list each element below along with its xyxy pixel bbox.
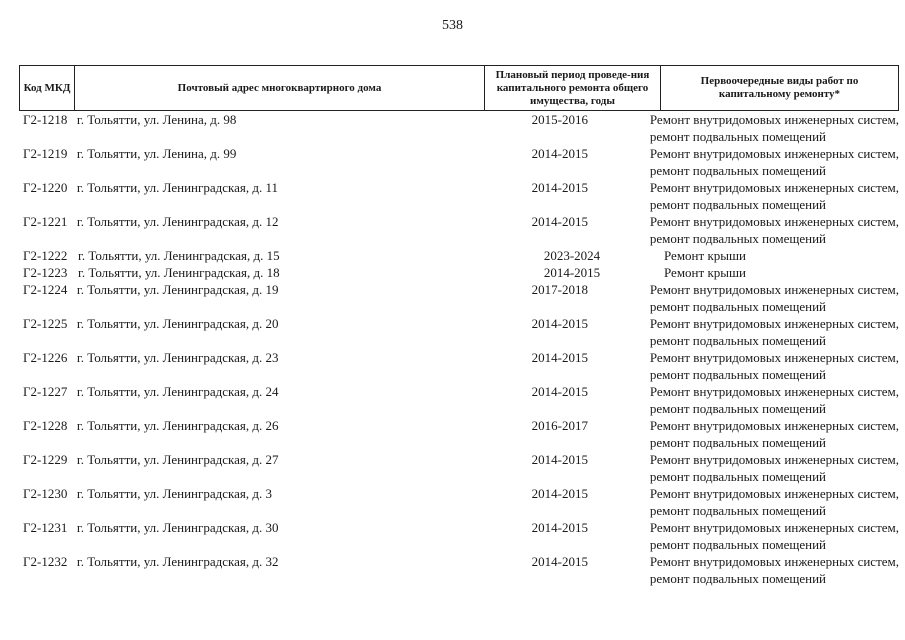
table-body bbox=[19, 111, 899, 587]
table-row bbox=[19, 213, 899, 247]
row-period: 2014-2015 bbox=[531, 180, 588, 195]
row-period: 2023-2024 bbox=[543, 248, 601, 263]
row-works-line1: Ремонт внутридомовых инженерных систем, bbox=[649, 316, 899, 331]
header-code: Код МКД bbox=[20, 66, 75, 110]
row-period: 2014-2015 bbox=[531, 146, 588, 161]
row-code: Г2-1222 bbox=[23, 248, 68, 263]
row-code: Г2-1220 bbox=[23, 180, 68, 195]
row-code: Г2-1227 bbox=[23, 384, 68, 399]
row-address: г. Тольятти, ул. Ленинградская, д. 30 bbox=[76, 520, 279, 535]
table-row bbox=[19, 349, 899, 383]
row-works-line2: ремонт подвальных помещений bbox=[649, 503, 827, 518]
row-address: г. Тольятти, ул. Ленинградская, д. 20 bbox=[76, 316, 279, 331]
row-works-line1: Ремонт крыши bbox=[664, 248, 746, 263]
row-works bbox=[646, 383, 899, 417]
row-works-line1: Ремонт внутридомовых инженерных систем, bbox=[649, 146, 899, 161]
row-works bbox=[646, 553, 899, 587]
row-period: 2014-2015 bbox=[531, 384, 588, 399]
row-code: Г2-1226 bbox=[23, 350, 68, 365]
row-works-line2: ремонт подвальных помещений bbox=[649, 435, 827, 450]
table-row bbox=[19, 417, 899, 451]
row-works-line2: ремонт подвальных помещений bbox=[649, 537, 827, 552]
row-period: 2017-2018 bbox=[531, 282, 588, 297]
table-row bbox=[19, 383, 899, 417]
row-code: Г2-1219 bbox=[23, 146, 68, 161]
row-works bbox=[646, 111, 899, 145]
row-period: 2014-2015 bbox=[531, 486, 588, 501]
row-address: г. Тольятти, ул. Ленинградская, д. 3 bbox=[76, 486, 272, 501]
row-works-line2: ремонт подвальных помещений bbox=[649, 231, 827, 246]
row-period: 2014-2015 bbox=[531, 520, 588, 535]
row-works bbox=[660, 247, 899, 264]
row-works bbox=[646, 179, 899, 213]
row-address: г. Тольятти, ул. Ленинградская, д. 19 bbox=[76, 282, 279, 297]
row-address: г. Тольятти, ул. Ленинградская, д. 23 bbox=[76, 350, 279, 365]
row-code: Г2-1230 bbox=[23, 486, 68, 501]
row-works bbox=[646, 145, 899, 179]
row-address: г. Тольятти, ул. Ленинградская, д. 26 bbox=[76, 418, 279, 433]
table-row bbox=[19, 281, 899, 315]
row-code: Г2-1228 bbox=[23, 418, 68, 433]
row-address: г. Тольятти, ул. Ленинградская, д. 27 bbox=[76, 452, 279, 467]
table-row bbox=[19, 519, 899, 553]
row-works-line1: Ремонт внутридомовых инженерных систем, bbox=[649, 452, 899, 467]
row-works bbox=[646, 485, 899, 519]
row-works-line2: ремонт подвальных помещений bbox=[649, 401, 827, 416]
row-period: 2014-2015 bbox=[531, 452, 588, 467]
row-works-line2: ремонт подвальных помещений bbox=[649, 163, 827, 178]
row-period: 2014-2015 bbox=[531, 350, 588, 365]
row-period: 2014-2015 bbox=[531, 554, 588, 569]
row-address: г. Тольятти, ул. Ленинградская, д. 11 bbox=[76, 180, 279, 195]
table-row bbox=[19, 179, 899, 213]
table-row bbox=[19, 451, 899, 485]
row-works bbox=[646, 213, 899, 247]
row-works bbox=[646, 281, 899, 315]
header-period: Плановый период проведе-ния капитального ремонта общего имущества, годы bbox=[485, 66, 661, 110]
row-address: г. Тольятти, ул. Ленина, д. 99 bbox=[76, 146, 237, 161]
table-row bbox=[19, 111, 899, 145]
row-code: Г2-1232 bbox=[23, 554, 68, 569]
row-works bbox=[646, 315, 899, 349]
row-works-line1: Ремонт внутридомовых инженерных систем, bbox=[649, 282, 899, 297]
header-address: Почтовый адрес многоквартирного дома bbox=[75, 66, 485, 110]
row-address: г. Тольятти, ул. Ленина, д. 98 bbox=[76, 112, 237, 127]
row-code: Г2-1225 bbox=[23, 316, 68, 331]
page-number: 538 bbox=[442, 18, 463, 33]
row-works-line1: Ремонт внутридомовых инженерных систем, bbox=[649, 486, 899, 501]
row-code: Г2-1224 bbox=[23, 282, 68, 297]
row-address: г. Тольятти, ул. Ленинградская, д. 12 bbox=[76, 214, 279, 229]
row-works-line2: ремонт подвальных помещений bbox=[649, 367, 827, 382]
row-period: 2016-2017 bbox=[531, 418, 588, 433]
row-address: г. Тольятти, ул. Ленинградская, д. 15 bbox=[78, 248, 280, 263]
row-works-line1: Ремонт внутридомовых инженерных систем, bbox=[649, 180, 899, 195]
row-works-line1: Ремонт внутридомовых инженерных систем, bbox=[649, 112, 899, 127]
row-works-line1: Ремонт внутридомовых инженерных систем, bbox=[649, 554, 899, 569]
row-works-line1: Ремонт внутридомовых инженерных систем, bbox=[649, 350, 899, 365]
row-works-line2: ремонт подвальных помещений bbox=[649, 333, 827, 348]
table-row bbox=[19, 247, 899, 264]
row-period: 2014-2015 bbox=[543, 265, 601, 280]
row-works bbox=[646, 451, 899, 485]
row-address: г. Тольятти, ул. Ленинградская, д. 18 bbox=[78, 265, 280, 280]
row-works-line2: ремонт подвальных помещений bbox=[649, 197, 827, 212]
table-header bbox=[19, 65, 899, 111]
row-works bbox=[646, 417, 899, 451]
row-works-line2: ремонт подвальных помещений bbox=[649, 469, 827, 484]
row-works-line2: ремонт подвальных помещений bbox=[649, 571, 827, 586]
row-period: 2014-2015 bbox=[531, 316, 588, 331]
row-works bbox=[646, 519, 899, 553]
row-works-line1: Ремонт внутридомовых инженерных систем, bbox=[649, 418, 899, 433]
row-code: Г2-1221 bbox=[23, 214, 68, 229]
row-period: 2014-2015 bbox=[531, 214, 588, 229]
table-row bbox=[19, 145, 899, 179]
table-row bbox=[19, 485, 899, 519]
row-works-line2: ремонт подвальных помещений bbox=[649, 299, 827, 314]
row-code: Г2-1229 bbox=[23, 452, 68, 467]
row-works bbox=[646, 349, 899, 383]
table-row bbox=[19, 553, 899, 587]
row-works-line2: ремонт подвальных помещений bbox=[649, 129, 827, 144]
row-period: 2015-2016 bbox=[531, 112, 588, 127]
row-address: г. Тольятти, ул. Ленинградская, д. 32 bbox=[76, 554, 279, 569]
row-works-line1: Ремонт внутридомовых инженерных систем, bbox=[649, 384, 899, 399]
row-code: Г2-1218 bbox=[23, 112, 68, 127]
header-works: Первоочередные виды работ по капитальному ремонту* bbox=[700, 75, 859, 100]
row-address: г. Тольятти, ул. Ленинградская, д. 24 bbox=[76, 384, 279, 399]
table-row bbox=[19, 264, 899, 281]
row-works-line1: Ремонт крыши bbox=[664, 265, 746, 280]
row-works bbox=[660, 264, 899, 281]
row-works-line1: Ремонт внутридомовых инженерных систем, bbox=[649, 520, 899, 535]
row-works-line1: Ремонт внутридомовых инженерных систем, bbox=[649, 214, 899, 229]
table-row bbox=[19, 315, 899, 349]
row-code: Г2-1223 bbox=[23, 265, 68, 280]
row-code: Г2-1231 bbox=[23, 520, 68, 535]
